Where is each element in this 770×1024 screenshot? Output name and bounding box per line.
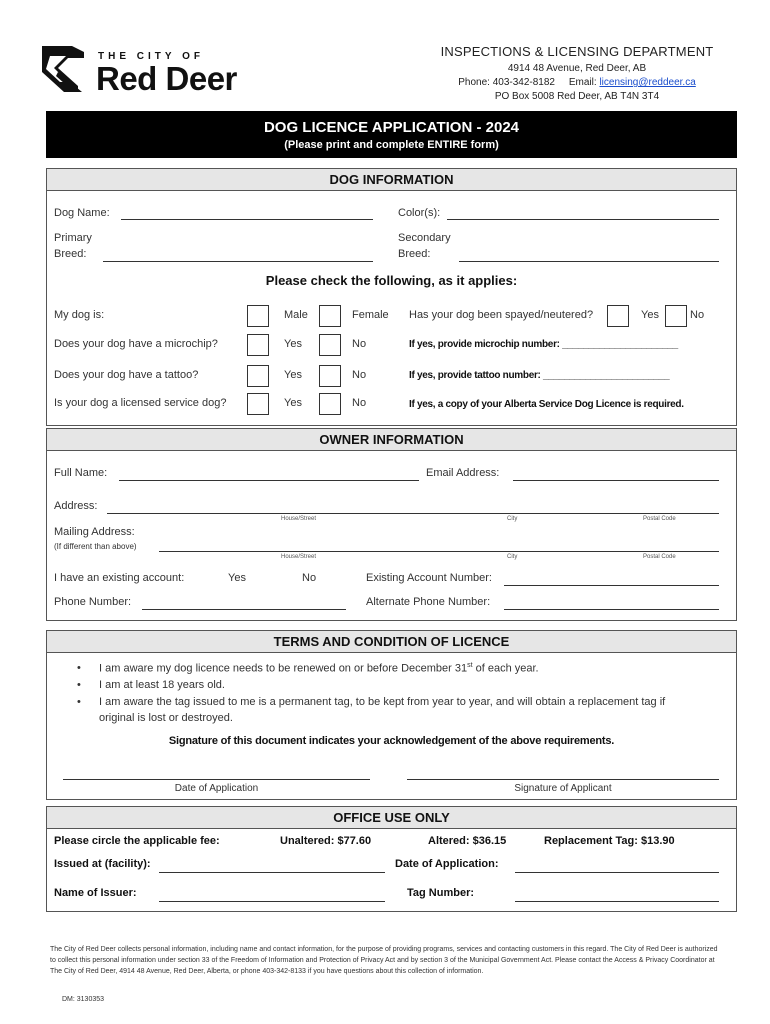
spayed-no-label: No xyxy=(690,309,705,321)
microchip-number-note[interactable]: If yes, provide microchip number: ______________________ xyxy=(409,339,678,350)
colors-field[interactable] xyxy=(447,219,719,220)
existing-account-no[interactable]: No xyxy=(302,572,317,584)
department-contact xyxy=(432,77,722,88)
secondary-breed-label: Breed: xyxy=(398,248,431,260)
form-title: DOG LICENCE APPLICATION - 2024 xyxy=(263,119,520,136)
email-address-field[interactable] xyxy=(513,480,719,481)
department-name: INSPECTIONS & LICENSING DEPARTMENT xyxy=(440,44,714,59)
office-date-label: Date of Application: xyxy=(395,858,499,870)
service-no-checkbox[interactable] xyxy=(319,393,341,415)
logo-small-text: THE CITY OF xyxy=(98,51,205,62)
city-logo-icon xyxy=(38,42,88,96)
microchip-no-checkbox[interactable] xyxy=(319,334,341,356)
spayed-yes-checkbox[interactable] xyxy=(607,305,629,327)
phone-number-field[interactable] xyxy=(142,609,346,610)
alternate-phone-label: Alternate Phone Number: xyxy=(366,596,491,608)
primary-breed-field[interactable] xyxy=(103,261,373,262)
mailing-city-hint: City xyxy=(507,554,518,560)
tattoo-yes-checkbox[interactable] xyxy=(247,365,269,387)
department-info xyxy=(432,44,722,102)
issued-at-label: Issued at (facility): xyxy=(54,858,151,870)
primary-breed-label: Breed: xyxy=(54,248,87,260)
service-yes-label: Yes xyxy=(284,397,302,409)
signature-note: Signature of this document indicates your acknowledgement of the above requirements. xyxy=(168,735,615,747)
office-use-heading: OFFICE USE ONLY xyxy=(47,807,736,829)
form-subtitle: (Please print and complete ENTIRE form) xyxy=(284,139,499,151)
replacement-tag-fee[interactable]: Replacement Tag: $13.90 xyxy=(544,835,675,847)
check-heading: Please check the following, as it applies: xyxy=(265,273,518,288)
term-1-post: of each year. xyxy=(472,662,539,675)
tag-number-field[interactable] xyxy=(515,901,719,902)
female-label: Female xyxy=(352,309,389,321)
address-house-street-hint: House/Street xyxy=(281,516,317,522)
existing-account-number-field[interactable] xyxy=(504,585,719,586)
terms-section xyxy=(46,630,737,800)
service-no-label: No xyxy=(352,397,367,409)
owner-information-section xyxy=(46,428,737,621)
unaltered-fee[interactable]: Unaltered: $77.60 xyxy=(280,835,372,847)
dog-information-section xyxy=(46,168,737,426)
mailing-address-field[interactable] xyxy=(159,551,719,552)
tattoo-number-note[interactable]: If yes, provide tattoo number: ________________________ xyxy=(409,370,670,381)
male-checkbox[interactable] xyxy=(247,305,269,327)
altered-fee[interactable]: Altered: $36.15 xyxy=(428,835,507,847)
email-link[interactable]: licensing@reddeer.ca xyxy=(599,77,696,88)
address-postal-hint: Postal Code xyxy=(643,516,676,522)
tag-number-label: Tag Number: xyxy=(407,887,475,899)
date-of-application-label: Date of Application xyxy=(174,783,259,794)
address-field[interactable] xyxy=(107,513,719,514)
term-1-sup: st xyxy=(467,662,473,669)
tattoo-yes-label: Yes xyxy=(284,369,302,381)
term-3a: I am aware the tag issued to me is a permanent tag, to be kept from year to year, and will obtain a replacement tag if xyxy=(99,696,666,708)
full-name-field[interactable] xyxy=(119,480,419,481)
spayed-yes-label: Yes xyxy=(641,309,659,321)
email-address-label: Email Address: xyxy=(426,467,500,479)
office-use-section xyxy=(46,806,737,912)
department-phone: Phone: 403-342-8182 xyxy=(458,77,555,88)
existing-account-number-label: Existing Account Number: xyxy=(366,572,492,584)
document-number: DM: 3130353 xyxy=(62,996,105,1003)
signature-label: Signature of Applicant xyxy=(514,783,612,794)
department-address: 4914 48 Avenue, Red Deer, AB xyxy=(507,63,647,74)
tattoo-question: Does your dog have a tattoo? xyxy=(54,369,199,381)
bullet-2-icon: • xyxy=(77,679,81,691)
full-name-label: Full Name: xyxy=(54,467,108,479)
microchip-no-label: No xyxy=(352,338,367,350)
tattoo-no-label: No xyxy=(352,369,367,381)
service-dog-note: If yes, a copy of your Alberta Service Dog Licence is required. xyxy=(409,399,684,410)
colors-label: Color(s): xyxy=(398,207,441,219)
circle-fee-label: Please circle the applicable fee: xyxy=(54,835,220,847)
mailing-address-note: (If different than above) xyxy=(54,542,137,551)
logo-big-text: Red Deer xyxy=(96,60,237,97)
office-date-field[interactable] xyxy=(515,872,719,873)
microchip-yes-label: Yes xyxy=(284,338,302,350)
terms-heading: TERMS AND CONDITION OF LICENCE xyxy=(47,631,736,653)
bullet-1-icon: • xyxy=(77,662,81,674)
primary-label: Primary xyxy=(54,232,92,244)
female-checkbox[interactable] xyxy=(319,305,341,327)
address-label: Address: xyxy=(54,500,98,512)
bullet-3-icon: • xyxy=(77,696,81,708)
issuer-label: Name of Issuer: xyxy=(54,887,137,899)
microchip-yes-checkbox[interactable] xyxy=(247,334,269,356)
email-label: Email: xyxy=(568,77,597,88)
service-yes-checkbox[interactable] xyxy=(247,393,269,415)
issuer-field[interactable] xyxy=(159,901,385,902)
dog-name-field[interactable] xyxy=(121,219,373,220)
spayed-no-checkbox[interactable] xyxy=(665,305,687,327)
address-city-hint: City xyxy=(507,516,518,522)
service-dog-question: Is your dog a licensed service dog? xyxy=(54,397,227,409)
issued-at-field[interactable] xyxy=(159,872,385,873)
microchip-question: Does your dog have a microchip? xyxy=(54,338,218,350)
term-2: I am at least 18 years old. xyxy=(99,679,225,691)
my-dog-is-label: My dog is: xyxy=(54,309,105,321)
male-label: Male xyxy=(284,309,308,321)
phone-number-label: Phone Number: xyxy=(54,596,132,608)
tattoo-no-checkbox[interactable] xyxy=(319,365,341,387)
existing-account-yes[interactable]: Yes xyxy=(228,572,246,584)
dog-information-heading: DOG INFORMATION xyxy=(47,169,736,191)
term-1 xyxy=(99,662,539,675)
term-1-text: I am aware my dog licence needs to be renewed on or before December 31 xyxy=(99,662,468,675)
signature-field[interactable] xyxy=(407,779,719,780)
mailing-house-street-hint: House/Street xyxy=(281,554,317,560)
department-po-box: PO Box 5008 Red Deer, AB T4N 3T4 xyxy=(494,91,660,102)
dog-name-label: Dog Name: xyxy=(54,207,110,219)
alternate-phone-field[interactable] xyxy=(504,609,719,610)
secondary-label: Secondary xyxy=(398,232,451,244)
spayed-question: Has your dog been spayed/neutered? xyxy=(409,309,594,321)
title-bar xyxy=(46,111,737,158)
mailing-postal-hint: Postal Code xyxy=(643,554,676,560)
term-3b: original is lost or destroyed. xyxy=(99,712,233,724)
date-of-application-field[interactable] xyxy=(63,779,370,780)
existing-account-label: I have an existing account: xyxy=(54,572,185,584)
secondary-breed-field[interactable] xyxy=(459,261,719,262)
privacy-notice: The City of Red Deer collects personal information, including name and contact information, for the purpose of providing programs, services and contacting customers in this regard. The City of Red Deer is authorized to collect this personal information under section 33 of the Freedom of Information and Protection of Privacy Act and by section 3 of the Municipal Government Act. Please contact the Access & Privacy Coordinator at The City of Red Deer, 4914 48 Avenue, Red Deer, Alberta, or phone 403-342-8133 if you have questions about this collection of information. xyxy=(50,946,718,975)
owner-information-heading: OWNER INFORMATION xyxy=(47,429,736,451)
mailing-address-label: Mailing Address: xyxy=(54,526,135,538)
